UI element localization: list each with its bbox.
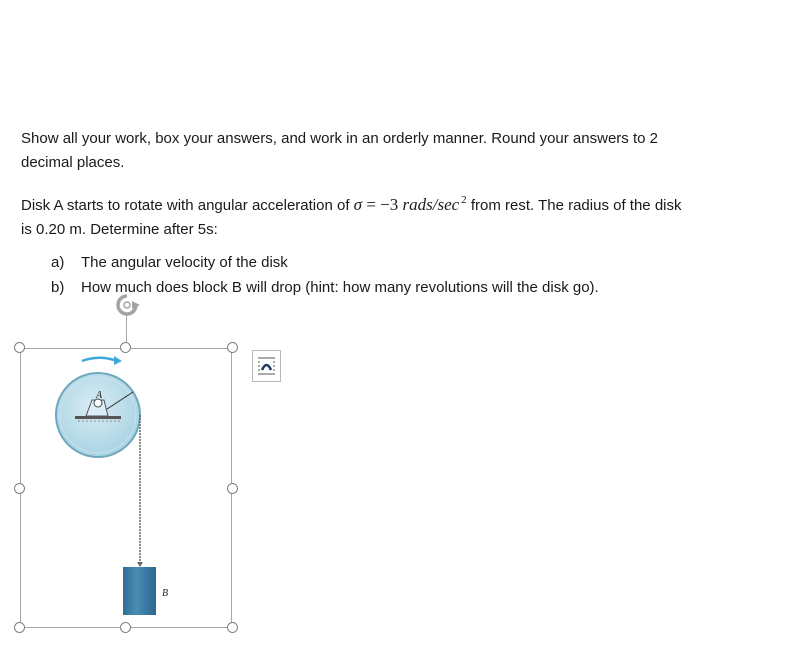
acceleration-unit: rads/sec bbox=[402, 195, 460, 214]
rotate-handle-icon[interactable] bbox=[113, 293, 141, 317]
resize-handle-top-middle[interactable] bbox=[120, 342, 131, 353]
equals-sign: = bbox=[362, 195, 381, 214]
resize-handle-middle-left[interactable] bbox=[14, 483, 25, 494]
resize-handle-top-right[interactable] bbox=[227, 342, 238, 353]
image-selection-frame[interactable] bbox=[20, 348, 232, 628]
problem-intro: Disk A starts to rotate with angular acceleration of bbox=[21, 197, 350, 214]
resize-handle-bottom-middle[interactable] bbox=[120, 622, 131, 633]
sigma-symbol: σ bbox=[353, 195, 363, 214]
unit-exponent: 2 bbox=[461, 194, 467, 206]
rotation-handle-stem bbox=[126, 315, 127, 344]
resize-handle-bottom-left[interactable] bbox=[14, 622, 25, 633]
instructions-line-2: decimal places. bbox=[21, 153, 125, 171]
disk-label: A bbox=[96, 390, 103, 401]
problem-line-2: is 0.20 m. Determine after 5s: bbox=[21, 220, 218, 238]
question-a-text: The angular velocity of the disk bbox=[81, 254, 288, 271]
resize-handle-top-left[interactable] bbox=[14, 342, 25, 353]
text-wrap-icon bbox=[253, 351, 280, 381]
instructions-paragraph bbox=[21, 127, 658, 174]
question-a bbox=[51, 250, 599, 275]
question-a-label: a) bbox=[51, 254, 65, 271]
instructions-line-1: Show all your work, box your answers, and work in an orderly manner. Round your answers to 2 bbox=[21, 130, 658, 147]
question-b-text: How much does block B will drop (hint: how many revolutions will the disk go). bbox=[81, 279, 599, 296]
problem-after-equation: from rest. The radius of the disk bbox=[470, 197, 682, 214]
block-label: B bbox=[162, 588, 169, 599]
acceleration-equation bbox=[354, 195, 467, 214]
question-b-label: b) bbox=[51, 279, 65, 296]
resize-handle-middle-right[interactable] bbox=[227, 483, 238, 494]
layout-options-button[interactable] bbox=[252, 350, 281, 382]
problem-paragraph bbox=[21, 189, 682, 241]
resize-handle-bottom-right[interactable] bbox=[227, 622, 238, 633]
acceleration-value: −3 bbox=[380, 195, 399, 214]
